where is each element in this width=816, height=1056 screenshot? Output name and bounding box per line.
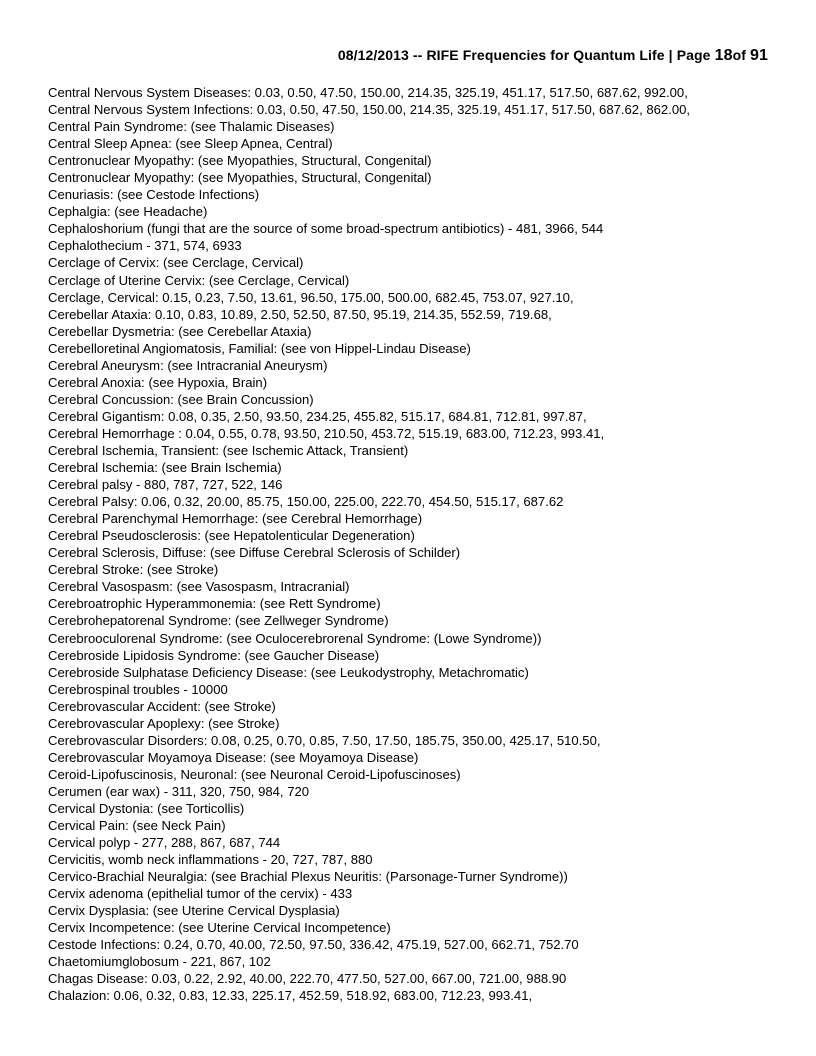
list-item: Central Nervous System Infections: 0.03, 0.50, 47.50, 150.00, 214.35, 325.19, 451.17, 517.50, 687.62, 862.00,: [48, 102, 691, 118]
list-item: Central Pain Syndrome: (see Thalamic Diseases): [48, 119, 335, 135]
list-item: Cephaloshorium (fungi that are the source of some broad-spectrum antibiotics) - 481, 3966, 544: [48, 221, 604, 237]
header-page-label: Page: [676, 47, 711, 63]
list-item: Cerebroside Sulphatase Deficiency Disease: (see Leukodystrophy, Metachromatic): [48, 664, 529, 680]
list-item: Cervico-Brachial Neuralgia: (see Brachial Plexus Neuritis: (Parsonage-Turner Syndrome)): [48, 869, 568, 885]
header-separator: --: [412, 47, 423, 63]
frequency-entry-list: [48, 84, 788, 1005]
header-divider: |: [668, 47, 673, 63]
list-item: Cerebrospinal troubles - 10000: [48, 681, 228, 697]
list-item: Cerebelloretinal Angiomatosis, Familial: (see von Hippel-Lindau Disease): [48, 340, 471, 356]
list-item: Cerebral Concussion: (see Brain Concussion): [48, 391, 314, 407]
list-item: Central Nervous System Diseases: 0.03, 0.50, 47.50, 150.00, 214.35, 325.19, 451.17, 517.50, 687.62, 992.00,: [48, 85, 688, 100]
list-item: Central Sleep Apnea: (see Sleep Apnea, Central): [48, 136, 333, 152]
list-item: Cerebrovascular Apoplexy: (see Stroke): [48, 715, 280, 731]
header-date: 08/12/2013: [337, 47, 409, 63]
list-item: Centronuclear Myopathy: (see Myopathies, Structural, Congenital): [48, 170, 432, 186]
list-item: Chalazion: 0.06, 0.32, 0.83, 12.33, 225.17, 452.59, 518.92, 683.00, 712.23, 993.41,: [48, 988, 533, 1004]
list-item: Cerebroside Lipidosis Syndrome: (see Gaucher Disease): [48, 647, 380, 663]
list-item: Cerebrohepatorenal Syndrome: (see Zellweger Syndrome): [48, 613, 389, 629]
list-item: Cervical Dystonia: (see Torticollis): [48, 800, 245, 816]
list-item: Cerebrooculorenal Syndrome: (see Oculocerebrorenal Syndrome: (Lowe Syndrome)): [48, 630, 542, 646]
list-item: Cerebral Aneurysm: (see Intracranial Aneurysm): [48, 357, 328, 373]
list-item: Cerebral palsy - 880, 787, 727, 522, 146: [48, 477, 283, 493]
header-title: RIFE Frequencies for Quantum Life: [426, 47, 665, 63]
list-item: Cerebral Gigantism: 0.08, 0.35, 2.50, 93.50, 234.25, 455.82, 515.17, 684.81, 712.81, 997.87,: [48, 408, 587, 424]
list-item: Cervicitis, womb neck inflammations - 20, 727, 787, 880: [48, 852, 373, 868]
list-item: Cerclage of Uterine Cervix: (see Cerclage, Cervical): [48, 272, 350, 288]
list-item: Cerebral Pseudosclerosis: (see Hepatolenticular Degeneration): [48, 528, 415, 544]
list-item: Cerclage of Cervix: (see Cerclage, Cervical): [48, 255, 304, 271]
list-item: Cerebral Ischemia: (see Brain Ischemia): [48, 460, 282, 476]
list-item: Cerebral Hemorrhage : 0.04, 0.55, 0.78, 93.50, 210.50, 453.72, 515.19, 683.00, 712.23, 993.41,: [48, 425, 605, 441]
list-item: Cerebellar Dysmetria: (see Cerebellar Ataxia): [48, 323, 312, 339]
list-item: Chaetomiumglobosum - 221, 867, 102: [48, 954, 271, 970]
list-item: Cephalgia: (see Headache): [48, 204, 208, 220]
list-item: Chagas Disease: 0.03, 0.22, 2.92, 40.00, 222.70, 477.50, 527.00, 667.00, 721.00, 988.90: [48, 971, 567, 987]
list-item: Cerumen (ear wax) - 311, 320, 750, 984, 720: [48, 783, 310, 799]
header-total-pages: 91: [750, 47, 768, 64]
list-item: Cenuriasis: (see Cestode Infections): [48, 187, 260, 203]
list-item: Centronuclear Myopathy: (see Myopathies, Structural, Congenital): [48, 153, 432, 169]
list-item: Cerebrovascular Disorders: 0.08, 0.25, 0.70, 0.85, 7.50, 17.50, 185.75, 350.00, 425.17, 510.50,: [48, 732, 601, 748]
list-item: Ceroid-Lipofuscinosis, Neuronal: (see Neuronal Ceroid-Lipofuscinoses): [48, 766, 461, 782]
list-item: Cervical polyp - 277, 288, 867, 687, 744: [48, 835, 281, 851]
list-item: Cerebellar Ataxia: 0.10, 0.83, 10.89, 2.50, 52.50, 87.50, 95.19, 214.35, 552.59, 719.68,: [48, 306, 552, 322]
list-item: Cerebral Stroke: (see Stroke): [48, 562, 219, 578]
list-item: Cerebral Anoxia: (see Hypoxia, Brain): [48, 374, 268, 390]
list-item: Cerebral Ischemia, Transient: (see Ischemic Attack, Transient): [48, 442, 409, 458]
page-header: [0, 47, 768, 65]
list-item: Cervix adenoma (epithelial tumor of the cervix) - 433: [48, 886, 353, 902]
list-item: Cerebral Palsy: 0.06, 0.32, 20.00, 85.75, 150.00, 225.00, 222.70, 454.50, 515.17, 687.62: [48, 494, 564, 510]
list-item: Cerebrovascular Moyamoya Disease: (see Moyamoya Disease): [48, 749, 419, 765]
list-item: Cerebral Vasospasm: (see Vasospasm, Intracranial): [48, 579, 350, 595]
list-item: Cephalothecium - 371, 574, 6933: [48, 238, 242, 254]
list-item: Cerebral Sclerosis, Diffuse: (see Diffuse Cerebral Sclerosis of Schilder): [48, 545, 461, 561]
list-item: Cestode Infections: 0.24, 0.70, 40.00, 72.50, 97.50, 336.42, 475.19, 527.00, 662.71, 752.70: [48, 937, 579, 953]
list-item: Cerclage, Cervical: 0.15, 0.23, 7.50, 13.61, 96.50, 175.00, 500.00, 682.45, 753.07, 927.10,: [48, 289, 574, 305]
header-page-number: 18: [714, 47, 733, 64]
list-item: Cervix Incompetence: (see Uterine Cervical Incompetence): [48, 920, 391, 936]
list-item: Cerebral Parenchymal Hemorrhage: (see Cerebral Hemorrhage): [48, 511, 423, 527]
list-item: Cerebrovascular Accident: (see Stroke): [48, 698, 276, 714]
list-item: Cervical Pain: (see Neck Pain): [48, 818, 226, 834]
list-item: Cerebroatrophic Hyperammonemia: (see Rett Syndrome): [48, 596, 381, 612]
header-of-label: of: [732, 47, 746, 63]
list-item: Cervix Dysplasia: (see Uterine Cervical Dysplasia): [48, 903, 340, 919]
